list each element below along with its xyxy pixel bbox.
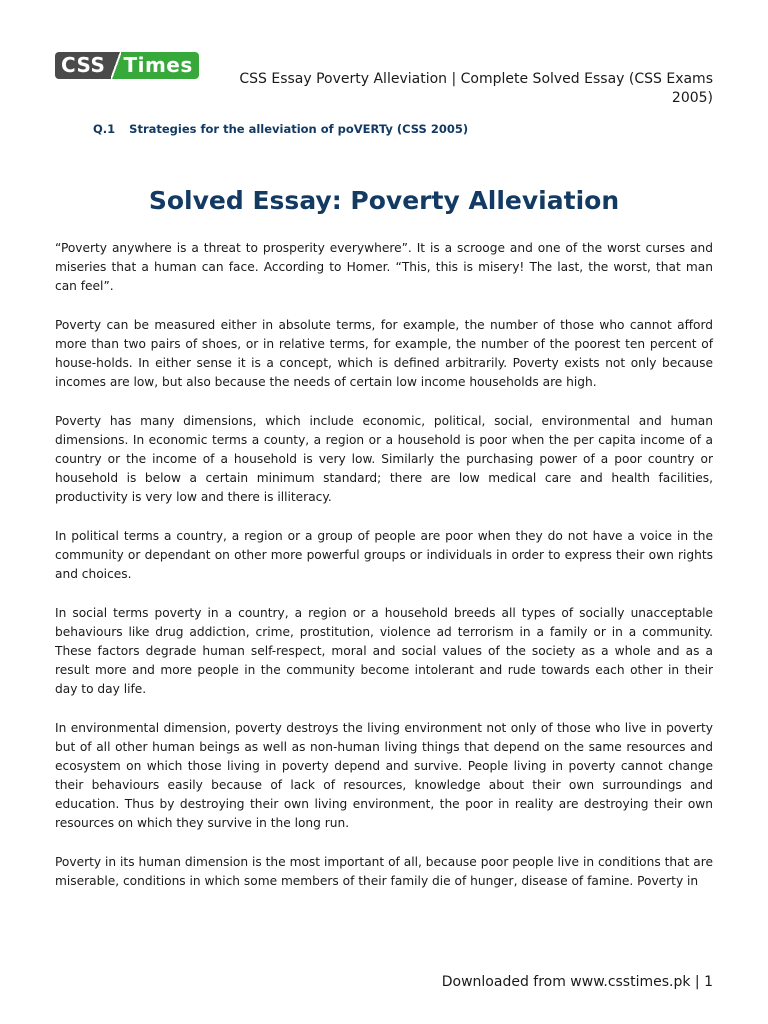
- question-line: [93, 122, 468, 136]
- logo-slash: [111, 52, 121, 79]
- paragraph-5: In social terms poverty in a country, a region or a household breeds all types of socially unacceptable behaviours like drug addiction, crime, prostitution, violence ad terrorism in a family or in a community. These factors degrade human self-respect, moral and social values of the society as a whole and as a result more and more people in the community become intolerant and rude towards each other in their day to day life.: [55, 606, 713, 696]
- question-text: Strategies for the alleviation of poVERTy (CSS 2005): [129, 122, 469, 136]
- logo-times-text: Times: [121, 52, 198, 79]
- question-number: Q.1: [93, 122, 116, 136]
- paragraph-3: Poverty has many dimensions, which include economic, political, social, environmental and human dimensions. In economic terms a county, a region or a household is poor when the per capita income of a country or the income of a household is very low. Similarly the purchasing power of a poor country or household is below a certain minimum standard; there are low medical care and health facilities, productivity is very low and there is illiteracy.: [55, 414, 713, 504]
- paragraph-7: Poverty in its human dimension is the most important of all, because poor people live in conditions that are miserable, conditions in which some members of their family die of hunger, disease of famine. Poverty in: [55, 855, 713, 888]
- document-header-title: CSS Essay Poverty Alleviation | Complete Solved Essay (CSS Exams 2005): [239, 71, 713, 106]
- page-footer: Downloaded from www.csstimes.pk | 1: [441, 974, 713, 990]
- essay-body: [55, 239, 713, 911]
- logo-css-text: CSS: [55, 52, 111, 79]
- paragraph-6: In environmental dimension, poverty destroys the living environment not only of those who live in poverty but of all other human beings as well as non-human living things that depend on the same resources and ecosystem on which those living in poverty depend and survive. People living in poverty cannot change their behaviours easily because of lack of resources, knowledge about their own surroundings and education. Thus by destroying their own living environment, the poor in reality are destroying their own resources on which they survive in the long run.: [55, 721, 713, 830]
- paragraph-4: In political terms a country, a region or a group of people are poor when they do not have a voice in the community or dependant on other more powerful groups or individuals in order to express their own rights and choices.: [55, 529, 713, 581]
- paragraph-2: Poverty can be measured either in absolute terms, for example, the number of those who cannot afford more than two pairs of shoes, or in relative terms, for example, the number of the poorest ten percent of house-holds. In either sense it is a concept, which is defined arbitrarily. Poverty exists not only because incomes are low, but also because the needs of certain low income households are high.: [55, 318, 713, 389]
- paragraph-1: “Poverty anywhere is a threat to prosperity everywhere”. It is a scrooge and one of the worst curses and miseries that a human can face. According to Homer. “This, this is misery! The last, the worst, that man can feel”.: [55, 241, 713, 293]
- essay-title: Solved Essay: Poverty Alleviation: [148, 186, 620, 215]
- csstimes-logo: [55, 52, 199, 79]
